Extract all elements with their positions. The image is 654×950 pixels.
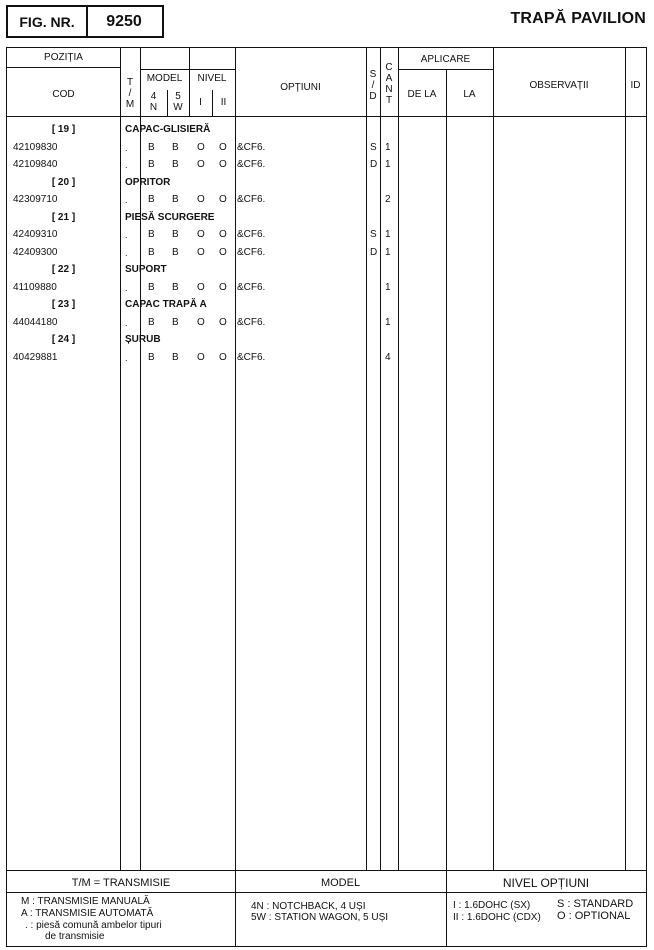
table-row: [7, 352, 646, 370]
side-value: S: [370, 141, 377, 153]
part-code: 42109840: [13, 159, 58, 170]
header-id: ID: [630, 80, 641, 91]
legend-header-rule: [7, 892, 646, 893]
model-4n-value: B: [148, 194, 155, 205]
nivel-i-value: O: [197, 194, 205, 205]
legend-tm-item-m: M : TRANSMISIE MANUALĂ: [21, 896, 150, 907]
quantity-value: 1: [385, 159, 391, 170]
legend-nivel-i: I : 1.6DOHC (SX): [453, 900, 531, 911]
quantity-value: 2: [385, 194, 391, 205]
header-5w: [167, 91, 189, 113]
figure-number: 9250: [106, 12, 142, 30]
table-row: [7, 159, 646, 177]
header-bottom-rule: [7, 116, 646, 117]
table-row: [7, 142, 646, 160]
parts-rows: [7, 120, 646, 865]
model-5w-value: B: [172, 316, 179, 328]
header-cant-2: A: [385, 73, 393, 84]
group-row: [7, 177, 646, 195]
table-row: [7, 229, 646, 247]
option-code: &CF6.: [237, 246, 266, 258]
side-value: D: [370, 159, 378, 170]
nivel-ii-value: O: [219, 141, 227, 153]
nivel-ii-value: O: [219, 281, 227, 293]
group-row: [7, 299, 646, 317]
header-sd-1: S: [369, 69, 377, 80]
header-cant-4: T: [385, 95, 393, 106]
header-tm: [120, 77, 140, 110]
group-name: CAPAC TRAPĂ A: [125, 299, 207, 310]
position-number: [ 23 ]: [51, 299, 76, 310]
model-5w-value: B: [172, 141, 179, 153]
option-code: &CF6.: [237, 159, 266, 170]
position-number: [ 20 ]: [51, 176, 76, 188]
figure-label: FIG. NR.: [8, 7, 88, 36]
nivel-i-value: O: [197, 316, 205, 328]
part-code: 42309710: [13, 194, 58, 205]
header-tm-1: T: [126, 77, 134, 88]
legend-opt-standard: S : STANDARD: [557, 898, 634, 910]
table-row: [7, 247, 646, 265]
model-5w-value: B: [172, 351, 179, 363]
header-pozitia: POZIȚIA: [44, 52, 83, 63]
group-row: [7, 124, 646, 142]
table-row: [7, 194, 646, 212]
header-4n-2: N: [149, 102, 158, 113]
quantity-value: 1: [385, 229, 391, 240]
pozitia-rule: [7, 67, 120, 68]
model-4n-value: B: [148, 246, 155, 258]
header-sd-3: D: [369, 91, 377, 102]
table-row: [7, 317, 646, 335]
model-4n-value: B: [148, 229, 155, 240]
legend-nivel-title: NIVEL OPȚIUNI: [502, 876, 590, 890]
tm-value: .: [125, 247, 128, 258]
nivel-ii-value: O: [219, 351, 227, 363]
header-cant: [380, 62, 398, 106]
part-code: 42409310: [13, 229, 58, 240]
tm-value: .: [125, 317, 128, 328]
group-name: SUPORT: [125, 264, 167, 275]
legend-tm-title: T/M = TRANSMISIE: [71, 877, 171, 889]
group-name: CAPAC-GLISIERĂ: [125, 124, 211, 135]
nivel-ii-value: O: [219, 316, 227, 328]
header-cant-1: C: [385, 62, 393, 73]
nivel-i-value: O: [197, 159, 205, 170]
header-4n-1: 4: [150, 91, 157, 102]
model-4n-value: B: [148, 316, 155, 328]
tm-value: .: [125, 195, 128, 205]
header-nivel-i: I: [199, 97, 202, 108]
header-tm-2: /: [128, 88, 132, 99]
header-tm-3: M: [125, 99, 135, 110]
nivel-ii-value: O: [219, 194, 227, 205]
nivel-i-value: O: [197, 351, 205, 363]
tm-value: .: [125, 230, 128, 240]
group-name: OPRITOR: [125, 176, 171, 188]
header-de-la: DE LA: [407, 89, 437, 100]
model-5w-value: B: [172, 281, 179, 293]
legend-tm-item-dot: . : piesă comună ambelor tipuri: [25, 920, 162, 931]
side-value: S: [370, 229, 377, 240]
option-code: &CF6.: [237, 229, 266, 240]
part-code: 42409300: [13, 246, 58, 258]
header-nivel-ii: II: [220, 97, 227, 108]
nivel-i-value: O: [197, 229, 205, 240]
nivel-i-value: O: [197, 141, 205, 153]
tm-value: .: [125, 142, 128, 153]
quantity-value: 1: [385, 246, 391, 258]
quantity-value: 4: [385, 351, 391, 363]
header-5w-2: W: [173, 102, 183, 113]
group-row: [7, 212, 646, 230]
quantity-value: 1: [385, 141, 391, 153]
nivel-i-value: O: [197, 246, 205, 258]
position-number: [ 21 ]: [51, 211, 76, 223]
quantity-value: 1: [385, 281, 391, 293]
model-5w-value: B: [172, 229, 179, 240]
model-4n-value: B: [148, 159, 155, 170]
table-row: [7, 282, 646, 300]
legend-opt-optional: O : OPTIONAL: [557, 910, 631, 922]
part-code: 40429881: [13, 351, 58, 363]
tm-value: .: [125, 352, 128, 363]
tm-value: .: [125, 282, 128, 293]
header-cod: COD: [52, 89, 75, 100]
header-sd: [366, 69, 380, 102]
option-code: &CF6.: [237, 141, 266, 153]
group-row: [7, 264, 646, 282]
option-code: &CF6.: [237, 194, 266, 205]
header-nivel: NIVEL: [197, 73, 227, 84]
legend-top-rule: [7, 870, 646, 871]
nivel-ii-value: O: [219, 229, 227, 240]
legend-model-5w: 5W : STATION WAGON, 5 UȘI: [251, 912, 389, 923]
nivel-ii-value: O: [219, 159, 227, 170]
option-code: &CF6.: [237, 281, 266, 293]
parts-table-frame: [6, 47, 647, 947]
header-aplicare: APLICARE: [420, 54, 471, 65]
position-number: [ 19 ]: [51, 124, 76, 135]
option-code: &CF6.: [237, 316, 266, 328]
quantity-value: 1: [385, 316, 391, 328]
header-model: MODEL: [146, 73, 183, 84]
option-code: &CF6.: [237, 351, 266, 363]
group-name: PIESĂ SCURGERE: [125, 211, 215, 223]
header-optiuni: OPȚIUNI: [280, 82, 321, 93]
legend-model-title: MODEL: [320, 877, 361, 889]
part-code: 42109830: [13, 141, 58, 153]
position-number: [ 22 ]: [51, 264, 76, 275]
position-number: [ 24 ]: [51, 334, 76, 345]
page-title: TRAPĂ PAVILION: [510, 10, 646, 27]
tm-value: .: [125, 160, 128, 170]
header-5w-1: 5: [175, 91, 181, 102]
legend-tm-item-dot-cont: de transmisie: [45, 931, 105, 942]
legend-tm-item-a: A : TRANSMISIE AUTOMATĂ: [21, 908, 154, 919]
part-code: 44044180: [13, 316, 58, 328]
model-nivel-rule: [140, 69, 235, 70]
group-row: [7, 334, 646, 352]
model-5w-value: B: [172, 194, 179, 205]
model-5w-value: B: [172, 159, 179, 170]
group-name: ȘURUB: [125, 334, 161, 345]
model-4n-value: B: [148, 351, 155, 363]
nivel-i-value: O: [197, 281, 205, 293]
model-4n-value: B: [148, 281, 155, 293]
legend-nivel-ii: II : 1.6DOHC (CDX): [453, 912, 541, 923]
figure-number-box: [6, 5, 164, 38]
header-sd-2: /: [371, 80, 375, 91]
header-observatii: OBSERVAȚII: [529, 80, 589, 91]
header-la: LA: [463, 89, 476, 100]
legend-model-4n: 4N : NOTCHBACK, 4 UȘI: [251, 901, 366, 912]
part-code: 41109880: [13, 281, 57, 293]
model-4n-value: B: [148, 141, 155, 153]
model-5w-value: B: [172, 246, 179, 258]
nivel-ii-value: O: [219, 246, 227, 258]
header-4n: [140, 91, 167, 113]
side-value: D: [370, 246, 378, 258]
header-cant-3: N: [385, 84, 393, 95]
